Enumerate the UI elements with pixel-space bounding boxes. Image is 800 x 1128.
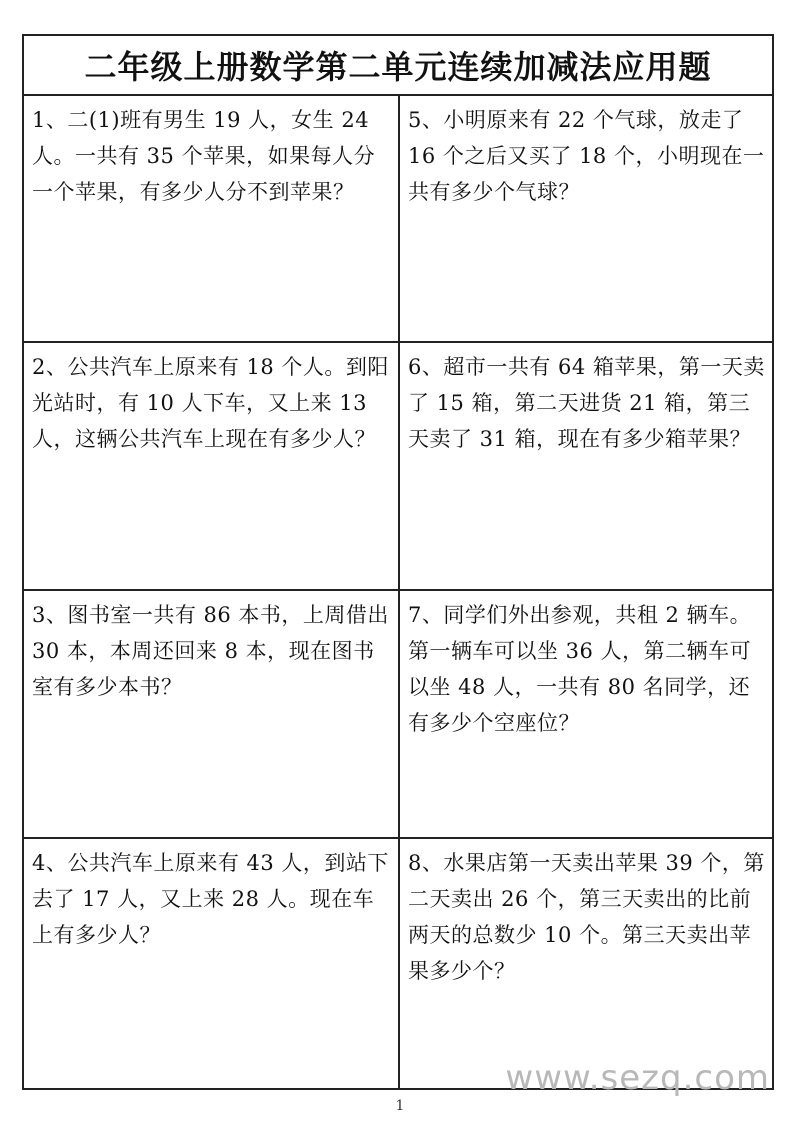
problem-4: 4、公共汽车上原来有 43 人，到站下去了 17 人，又上来 28 人。现在车上有多少人？ bbox=[24, 839, 400, 1088]
watermark: www.sezq.com bbox=[505, 1058, 770, 1098]
problem-7: 7、同学们外出参观，共租 2 辆车。第一辆车可以坐 36 人，第二辆车可以坐 48 人，一共有 80 名同学，还有多少个空座位？ bbox=[400, 591, 774, 839]
page-number: 1 bbox=[395, 1098, 405, 1114]
page-title: 二年级上册数学第二单元连续加减法应用题 bbox=[84, 48, 712, 86]
problem-8: 8、水果店第一天卖出苹果 39 个，第二天卖出 26 个，第三天卖出的比前两天的总数少 10 个。第三天卖出苹果多少个？ bbox=[408, 851, 765, 983]
worksheet-table bbox=[22, 34, 774, 1090]
problem-5: 5、小明原来有 22 个气球，放走了 16 个之后又买了 18 个，小明现在一共有多少个气球？ bbox=[400, 96, 774, 343]
problem-1: 1、二(1)班有男生 19 人，女生 24 人。一共有 35 个苹果，如果每人分一个苹果，有多少人分不到苹果？ bbox=[24, 96, 400, 343]
problem-2: 2、公共汽车上原来有 18 个人。到阳光站时，有 10 人下车，又上来 13 人，这辆公共汽车上现在有多少人？ bbox=[24, 343, 400, 591]
problem-grid bbox=[24, 96, 772, 1088]
title-row bbox=[24, 36, 772, 96]
problem-3: 3、图书室一共有 86 本书，上周借出 30 本，本周还回来 8 本，现在图书室有多少本书？ bbox=[24, 591, 400, 839]
problem-6: 6、超市一共有 64 箱苹果，第一天卖了 15 箱，第二天进货 21 箱，第三天卖了 31 箱，现在有多少箱苹果？ bbox=[400, 343, 774, 591]
